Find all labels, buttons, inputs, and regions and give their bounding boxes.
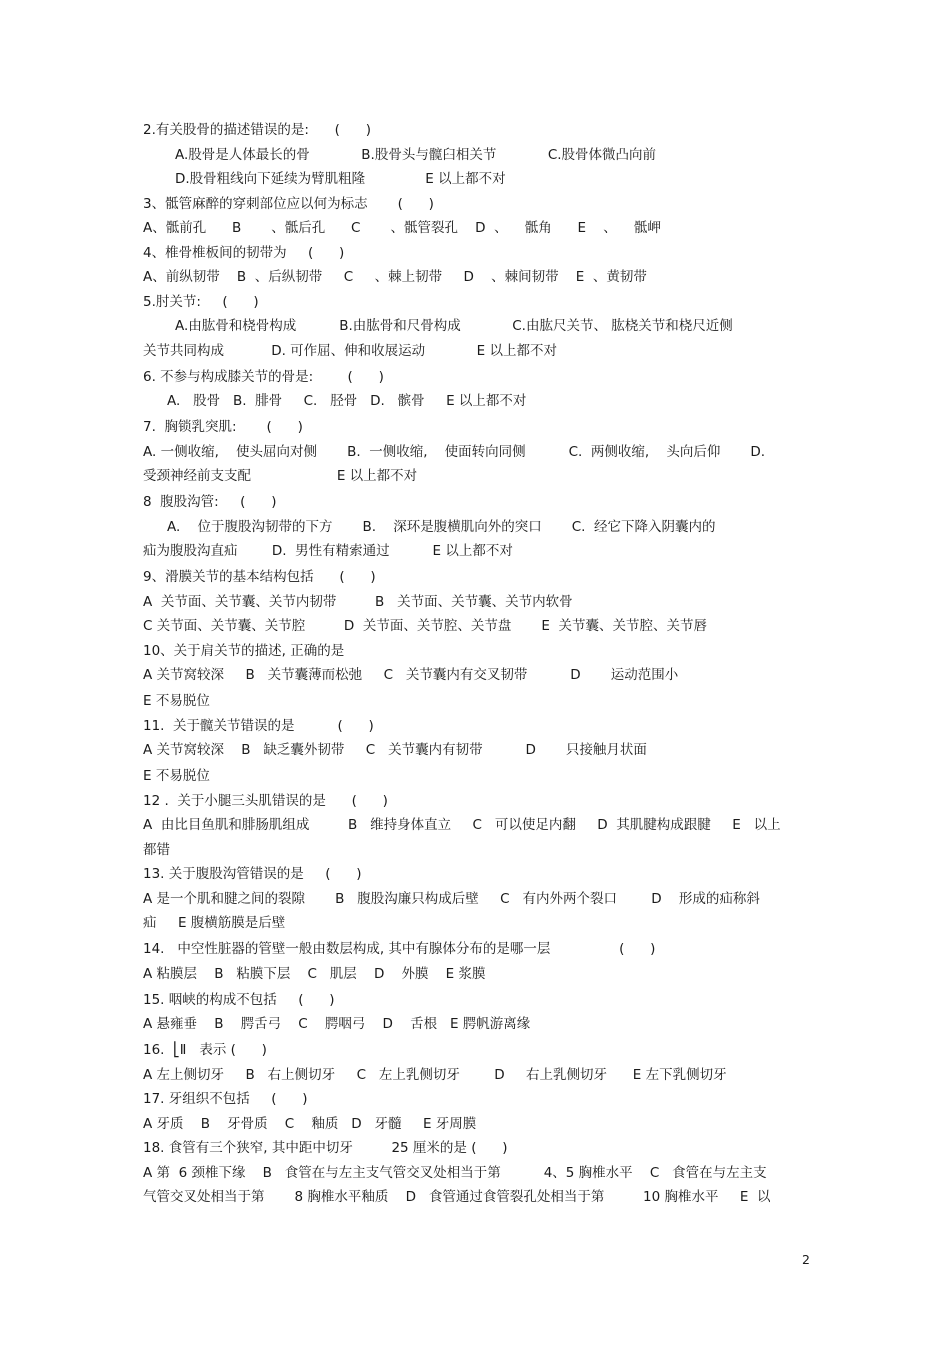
question-15-stem: 15. 咽峡的构成不包括 ( ) <box>143 991 335 1008</box>
question-5-stem: 5.肘关节: ( ) <box>143 293 259 310</box>
question-18-stem: 18. 食管有三个狭窄, 其中距中切牙 25 厘米的是 ( ) <box>143 1140 508 1156</box>
question-8-stem: 8 腹股沟管: ( ) <box>143 494 277 510</box>
question-18-options-1: A 第 6 颈椎下缘 B 食管在与左主支气管交叉处相当于第 4、5 胸椎水平 C 食管在与左主支 <box>143 1164 767 1181</box>
question-11-stem: 11. 关于髋关节错误的是 ( ) <box>143 717 374 734</box>
question-4-options: A、前纵韧带 B 、后纵韧带 C 、棘上韧带 D 、棘间韧带 E 、黄韧带 <box>143 269 647 285</box>
question-10-options-2: E 不易脱位 <box>143 693 210 709</box>
question-18-options-2: 气管交叉处相当于第 8 胸椎水平釉质 D 食管通过食管裂孔处相当于第 10 胸椎水平 E 以 <box>143 1189 771 1205</box>
question-12-stem: 12 . 关于小腿三头肌错误的是 ( ) <box>143 792 388 809</box>
question-8-options-1: A. 位于腹股沟韧带的下方 B. 深环是腹横肌向外的突口 C. 经它下降入阴囊内的 <box>167 518 716 535</box>
question-2-stem: 2.有关股骨的描述错误的是: ( ) <box>143 122 371 138</box>
question-2-options-2: D.股骨粗线向下延续为臂肌粗隆 E 以上都不对 <box>175 171 506 187</box>
question-6-options: A. 股骨 B. 腓骨 C. 胫骨 D. 髌骨 E 以上都不对 <box>167 393 527 409</box>
question-13-stem: 13. 关于腹股沟管错误的是 ( ) <box>143 866 362 882</box>
question-9-stem: 9、滑膜关节的基本结构包括 ( ) <box>143 569 376 585</box>
question-9-options-1: A 关节面、关节囊、关节内韧带 B 关节面、关节囊、关节内软骨 <box>143 593 573 610</box>
question-13-options-2: 疝 E 腹横筋膜是后壁 <box>143 915 286 931</box>
question-7-stem: 7. 胸锁乳突肌: ( ) <box>143 419 303 435</box>
question-5-options-1: A.由肱骨和桡骨构成 B.由肱骨和尺骨构成 C.由肱尺关节、 肱桡关节和桡尺近侧 <box>175 318 733 334</box>
question-5-options-2: 关节共同构成 D. 可作屈、伸和收展运动 E 以上都不对 <box>143 342 557 359</box>
question-11-options-2: E 不易脱位 <box>143 768 210 784</box>
question-9-options-2: C 关节面、关节囊、关节腔 D 关节面、关节腔、关节盘 E 关节囊、关节腔、关节唇 <box>143 618 707 634</box>
question-11-options-1: A 关节窝较深 B 缺乏囊外韧带 C 关节囊内有韧带 D 只接触月状面 <box>143 742 647 758</box>
question-16-stem: 16. ⎣Ⅱ 表示 ( ) <box>143 1042 267 1058</box>
question-7-options-2: 受颈神经前支支配 E 以上都不对 <box>143 468 418 484</box>
question-lines <box>143 118 808 1210</box>
question-14-options: A 粘膜层 B 粘膜下层 C 肌层 D 外膜 E 浆膜 <box>143 965 486 982</box>
question-15-options: A 悬雍垂 B 腭舌弓 C 腭咽弓 D 舌根 E 腭帆游离缘 <box>143 1016 531 1032</box>
question-3-stem: 3、骶管麻醉的穿刺部位应以何为标志 ( ) <box>143 195 434 212</box>
question-13-options-1: A 是一个肌和腱之间的裂隙 B 腹股沟廉只构成后壁 C 有内外两个裂口 D 形成的疝称斜 <box>143 890 760 907</box>
question-12-options-1: A 由比目鱼肌和腓肠肌组成 B 维持身体直立 C 可以使足内翻 D 其肌腱构成跟腱 E 以上 <box>143 817 781 833</box>
question-12-options-2: 都错 <box>143 841 170 858</box>
question-10-stem: 10、关于肩关节的描述, 正确的是 <box>143 642 345 659</box>
question-6-stem: 6. 不参与构成膝关节的骨是: ( ) <box>143 368 384 385</box>
question-17-options: A 牙质 B 牙骨质 C 釉质 D 牙髓 E 牙周膜 <box>143 1115 477 1132</box>
question-14-stem: 14. 中空性脏器的管壁一般由数层构成, 其中有腺体分布的是哪一层 ( ) <box>143 941 656 957</box>
question-4-stem: 4、椎骨椎板间的韧带为 ( ) <box>143 244 345 261</box>
question-3-options: A、骶前孔 B 、骶后孔 C 、骶管裂孔 D 、 骶角 E 、 骶岬 <box>143 220 661 236</box>
question-17-stem: 17. 牙组织不包括 ( ) <box>143 1091 308 1107</box>
question-16-options: A 左上侧切牙 B 右上侧切牙 C 左上乳侧切牙 D 右上乳侧切牙 E 左下乳侧切牙 <box>143 1066 727 1083</box>
question-2-options-1: A.股骨是人体最长的骨 B.股骨头与髋臼相关节 C.股骨体微凸向前 <box>175 146 657 163</box>
question-7-options-1: A. 一侧收缩, 使头屈向对侧 B. 一侧收缩, 使面转向同侧 C. 两侧收缩, 头向后仰 D. <box>143 443 766 460</box>
question-10-options-1: A 关节窝较深 B 关节囊薄而松弛 C 关节囊内有交叉韧带 D 运动范围小 <box>143 667 679 683</box>
question-8-options-2: 疝为腹股沟直疝 D. 男性有精索通过 E 以上都不对 <box>143 543 513 559</box>
page-number: 2 <box>802 1252 810 1267</box>
